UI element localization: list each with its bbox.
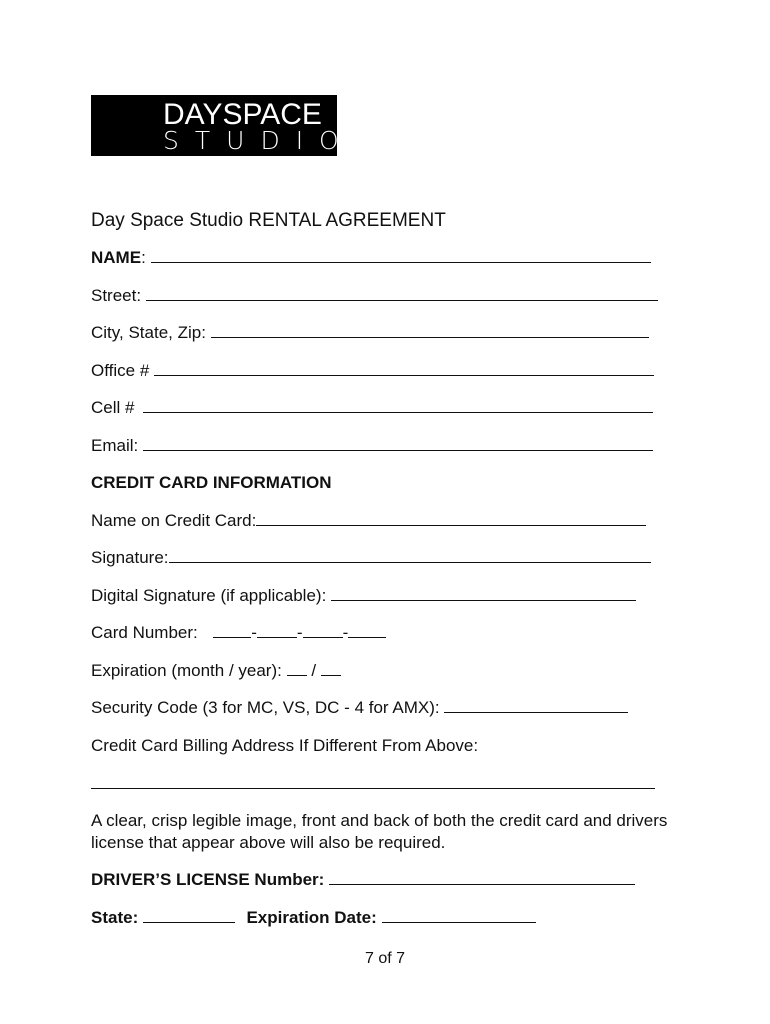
expiration-month-field[interactable] — [287, 661, 307, 676]
logo-line-2: STUDIO — [163, 126, 355, 155]
license-number-label: DRIVER’S LICENSE Number: — [91, 870, 325, 889]
office-row — [91, 361, 654, 381]
email-field[interactable] — [143, 436, 653, 451]
expiration-row — [91, 661, 341, 681]
street-row — [91, 286, 658, 306]
license-expiration-label: Expiration Date: — [246, 908, 377, 927]
name-row: NAME: — [91, 248, 651, 268]
license-expiration-field[interactable] — [382, 908, 536, 923]
signature-label: Signature: — [91, 548, 169, 567]
office-field[interactable] — [154, 361, 654, 376]
name-field[interactable] — [151, 248, 651, 263]
billing-address-row — [91, 736, 478, 756]
billing-address-line-row — [91, 774, 655, 794]
expiration-year-field[interactable] — [321, 661, 341, 676]
signature-row — [91, 548, 651, 568]
security-code-row — [91, 698, 628, 718]
state-expiration-row — [91, 908, 536, 928]
card-number-group-3[interactable] — [303, 623, 343, 638]
cell-field[interactable] — [143, 398, 653, 413]
card-number-group-4[interactable] — [348, 623, 386, 638]
cell-row — [91, 398, 653, 418]
page-title: Day Space Studio RENTAL AGREEMENT — [91, 210, 446, 231]
name-on-card-row — [91, 511, 646, 531]
name-on-card-field[interactable] — [256, 511, 646, 526]
email-label: Email: — [91, 436, 139, 455]
page-number: 7 of 7 — [364, 950, 406, 967]
credit-card-heading: CREDIT CARD INFORMATION — [91, 473, 332, 492]
logo-line-1: DAYSPACE — [163, 98, 322, 131]
state-field[interactable] — [143, 908, 235, 923]
license-number-field[interactable] — [329, 870, 635, 885]
card-number-group-1[interactable] — [213, 623, 251, 638]
card-number-row: Card Number: - - - — [91, 623, 386, 643]
card-number-label: Card Number: — [91, 623, 198, 642]
name-on-card-label: Name on Credit Card: — [91, 511, 257, 530]
state-label: State: — [91, 908, 139, 927]
expiration-label: Expiration (month / year): — [91, 661, 282, 680]
security-code-label: Security Code (3 for MC, VS, DC - 4 for AMX): — [91, 698, 440, 717]
city-field[interactable] — [211, 323, 649, 338]
expiration-separator: / — [311, 661, 317, 680]
license-number-row — [91, 870, 635, 890]
dayspace-studio-logo — [91, 95, 355, 156]
cell-label: Cell # — [91, 398, 135, 417]
city-row — [91, 323, 649, 343]
office-label: Office # — [91, 361, 150, 380]
billing-address-field[interactable] — [91, 774, 655, 789]
signature-field[interactable] — [169, 548, 651, 563]
digital-signature-field[interactable] — [331, 586, 636, 601]
street-field[interactable] — [146, 286, 658, 301]
name-label: NAME — [91, 248, 142, 267]
notice-paragraph: A clear, crisp legible image, front and back of both the credit card and drivers license that appear above will also be required. — [91, 811, 668, 852]
digital-signature-label: Digital Signature (if applicable): — [91, 586, 327, 605]
digital-signature-row — [91, 586, 636, 606]
city-label: City, State, Zip: — [91, 323, 206, 342]
card-number-group-2[interactable] — [257, 623, 297, 638]
security-code-field[interactable] — [444, 698, 628, 713]
billing-address-label: Credit Card Billing Address If Different From Above: — [91, 736, 479, 755]
email-row — [91, 436, 653, 456]
street-label: Street: — [91, 286, 142, 305]
